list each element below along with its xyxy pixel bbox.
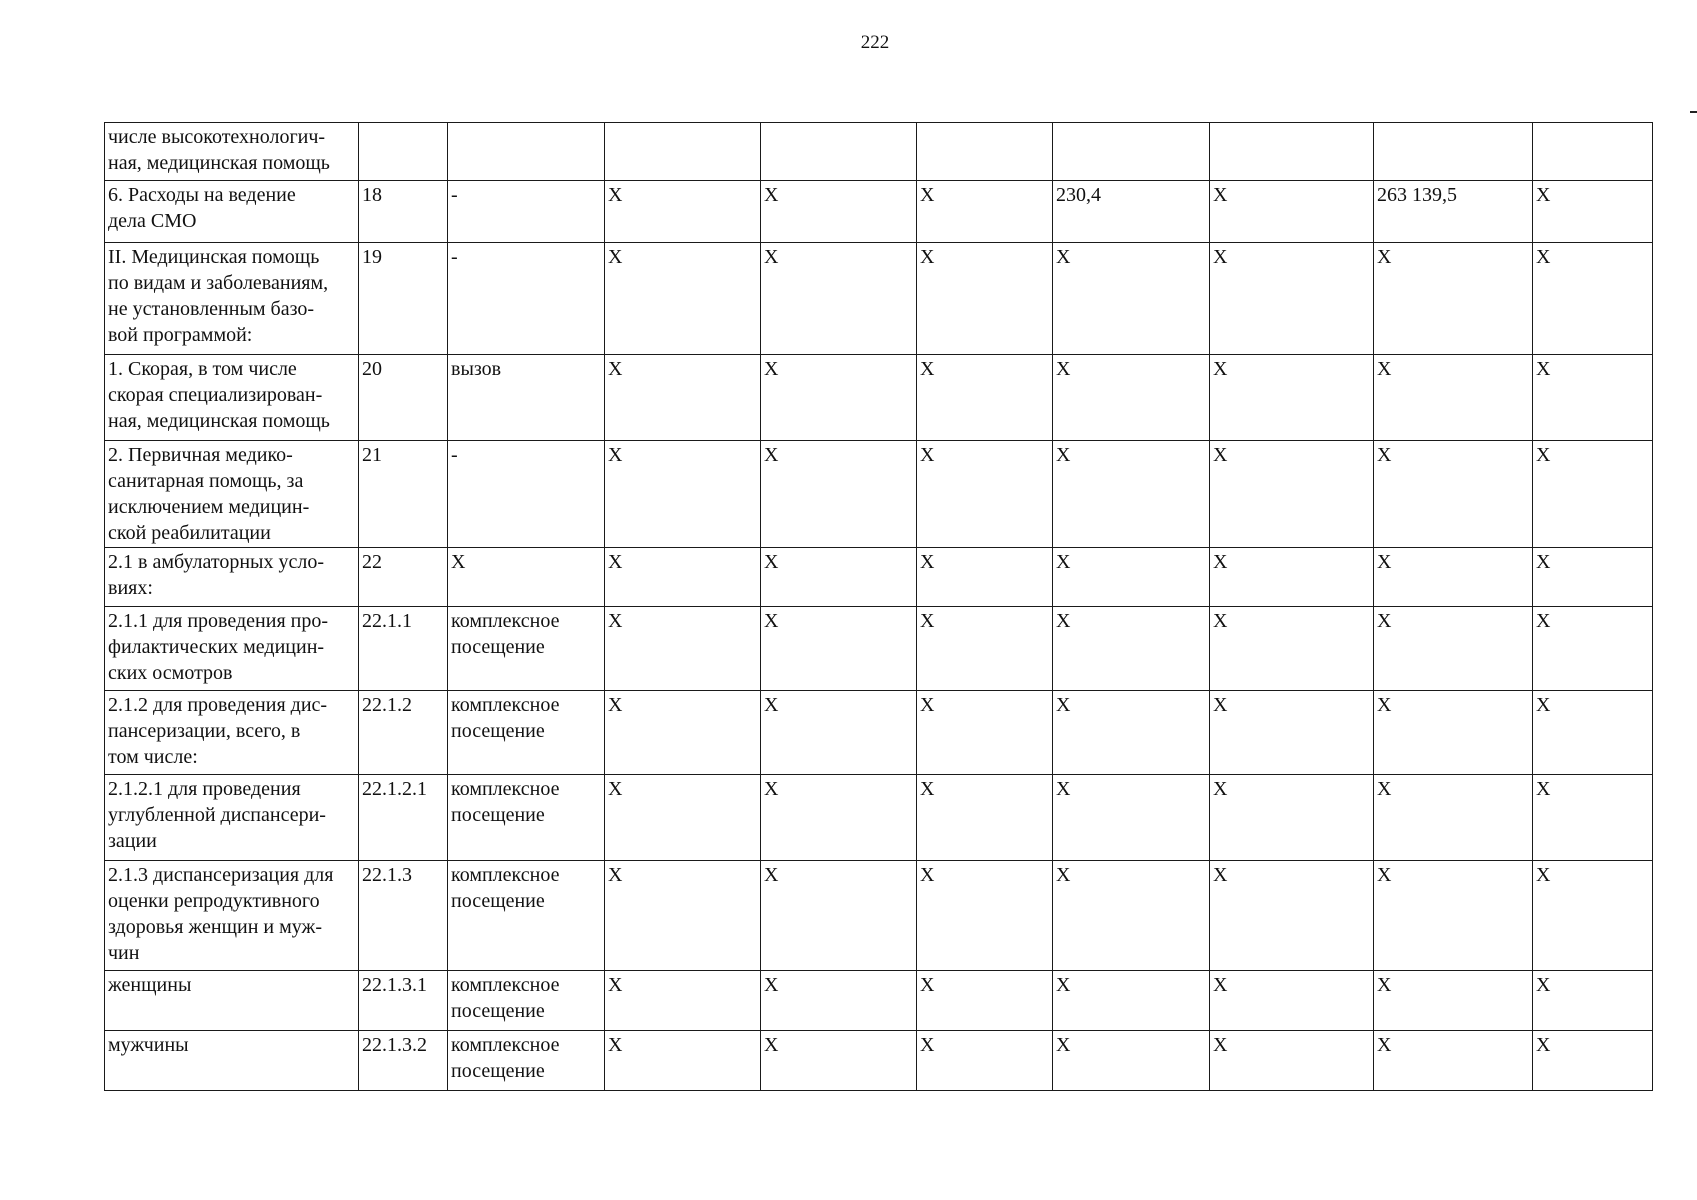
col4-cell: X — [605, 691, 761, 775]
col10-cell: X — [1533, 1031, 1653, 1091]
col10-cell: X — [1533, 548, 1653, 607]
col5-cell: X — [761, 861, 917, 971]
col5-cell: X — [761, 1031, 917, 1091]
name-cell: II. Медицинская помощь по видам и заболеваниям, не установленным базо- вой программой: — [105, 243, 359, 355]
table-row — [105, 607, 1653, 691]
col5-cell: X — [761, 607, 917, 691]
code-cell: 22.1.1 — [359, 607, 448, 691]
col9-cell: X — [1374, 775, 1533, 861]
col10-cell: X — [1533, 181, 1653, 243]
code-cell — [359, 123, 448, 181]
col9-cell: X — [1374, 441, 1533, 548]
col5-cell: X — [761, 181, 917, 243]
unit-cell: комплексное посещение — [448, 607, 605, 691]
name-cell: 2. Первичная медико- санитарная помощь, за исключением медицин- ской реабилитации — [105, 441, 359, 548]
name-cell: 2.1.3 диспансеризация для оценки репродуктивного здоровья женщин и муж- чин — [105, 861, 359, 971]
col5-cell: X — [761, 441, 917, 548]
col4-cell: X — [605, 971, 761, 1031]
col7-cell: X — [1053, 775, 1210, 861]
code-cell: 19 — [359, 243, 448, 355]
name-cell: женщины — [105, 971, 359, 1031]
unit-cell: - — [448, 181, 605, 243]
col9-cell: X — [1374, 1031, 1533, 1091]
col9-cell: X — [1374, 548, 1533, 607]
data-table — [104, 122, 1653, 1091]
name-cell: мужчины — [105, 1031, 359, 1091]
col7-cell: 230,4 — [1053, 181, 1210, 243]
name-cell: 2.1.2.1 для проведения углубленной диспансери- зации — [105, 775, 359, 861]
code-cell: 18 — [359, 181, 448, 243]
col6-cell: X — [917, 691, 1053, 775]
col6-cell: X — [917, 181, 1053, 243]
col4-cell: X — [605, 861, 761, 971]
table-row — [105, 1031, 1653, 1091]
col10-cell — [1533, 123, 1653, 181]
col4-cell: X — [605, 1031, 761, 1091]
col8-cell: X — [1210, 607, 1374, 691]
col6-cell: X — [917, 971, 1053, 1031]
table-row — [105, 243, 1653, 355]
code-cell: 22.1.3.1 — [359, 971, 448, 1031]
col7-cell: X — [1053, 971, 1210, 1031]
table-body — [105, 123, 1653, 1091]
name-cell: числе высокотехнологич- ная, медицинская помощь — [105, 123, 359, 181]
col10-cell: X — [1533, 861, 1653, 971]
unit-cell: комплексное посещение — [448, 861, 605, 971]
col8-cell: X — [1210, 691, 1374, 775]
col10-cell: X — [1533, 971, 1653, 1031]
col9-cell: X — [1374, 691, 1533, 775]
code-cell: 22.1.2.1 — [359, 775, 448, 861]
col5-cell: X — [761, 355, 917, 441]
col7-cell: X — [1053, 355, 1210, 441]
unit-cell: X — [448, 548, 605, 607]
unit-cell: комплексное посещение — [448, 691, 605, 775]
col4-cell: X — [605, 243, 761, 355]
col8-cell: X — [1210, 441, 1374, 548]
code-cell: 22.1.3.2 — [359, 1031, 448, 1091]
col6-cell — [917, 123, 1053, 181]
col9-cell: X — [1374, 861, 1533, 971]
code-cell: 22.1.2 — [359, 691, 448, 775]
name-cell: 2.1.2 для проведения дис- пансеризации, всего, в том числе: — [105, 691, 359, 775]
col8-cell — [1210, 123, 1374, 181]
col10-cell: X — [1533, 607, 1653, 691]
col8-cell: X — [1210, 1031, 1374, 1091]
col4-cell: X — [605, 181, 761, 243]
unit-cell: - — [448, 243, 605, 355]
name-cell: 1. Скорая, в том числе скорая специализирован- ная, медицинская помощь — [105, 355, 359, 441]
col7-cell: X — [1053, 607, 1210, 691]
code-cell: 22 — [359, 548, 448, 607]
col9-cell: X — [1374, 971, 1533, 1031]
unit-cell: комплексное посещение — [448, 1031, 605, 1091]
col8-cell: X — [1210, 243, 1374, 355]
col5-cell: X — [761, 548, 917, 607]
table-row — [105, 441, 1653, 548]
col8-cell: X — [1210, 971, 1374, 1031]
col6-cell: X — [917, 243, 1053, 355]
col6-cell: X — [917, 607, 1053, 691]
col7-cell: X — [1053, 243, 1210, 355]
col4-cell: X — [605, 355, 761, 441]
page-number: 222 — [860, 32, 890, 53]
unit-cell — [448, 123, 605, 181]
name-cell: 2.1 в амбулаторных усло- виях: — [105, 548, 359, 607]
col8-cell: X — [1210, 355, 1374, 441]
col8-cell: X — [1210, 775, 1374, 861]
col6-cell: X — [917, 548, 1053, 607]
col7-cell: X — [1053, 548, 1210, 607]
col10-cell: X — [1533, 691, 1653, 775]
col4-cell: X — [605, 548, 761, 607]
name-cell: 6. Расходы на ведение дела СМО — [105, 181, 359, 243]
code-cell: 22.1.3 — [359, 861, 448, 971]
edge-mark — [1690, 111, 1697, 113]
col4-cell: X — [605, 607, 761, 691]
col10-cell: X — [1533, 355, 1653, 441]
code-cell: 21 — [359, 441, 448, 548]
unit-cell: комплексное посещение — [448, 971, 605, 1031]
col10-cell: X — [1533, 441, 1653, 548]
col9-cell — [1374, 123, 1533, 181]
table-row — [105, 355, 1653, 441]
col4-cell: X — [605, 775, 761, 861]
col8-cell: X — [1210, 548, 1374, 607]
col8-cell: X — [1210, 181, 1374, 243]
col7-cell: X — [1053, 441, 1210, 548]
col9-cell: X — [1374, 243, 1533, 355]
unit-cell: вызов — [448, 355, 605, 441]
col10-cell: X — [1533, 775, 1653, 861]
unit-cell: комплексное посещение — [448, 775, 605, 861]
col5-cell: X — [761, 971, 917, 1031]
table-row — [105, 691, 1653, 775]
col5-cell: X — [761, 691, 917, 775]
name-cell: 2.1.1 для проведения про- филактических медицин- ских осмотров — [105, 607, 359, 691]
col7-cell — [1053, 123, 1210, 181]
col7-cell: X — [1053, 691, 1210, 775]
col8-cell: X — [1210, 861, 1374, 971]
table-row — [105, 861, 1653, 971]
col7-cell: X — [1053, 861, 1210, 971]
col10-cell: X — [1533, 243, 1653, 355]
col9-cell: X — [1374, 355, 1533, 441]
col6-cell: X — [917, 1031, 1053, 1091]
table-row — [105, 181, 1653, 243]
col7-cell: X — [1053, 1031, 1210, 1091]
table-row — [105, 775, 1653, 861]
table-row — [105, 548, 1653, 607]
table-row — [105, 971, 1653, 1031]
table-row — [105, 123, 1653, 181]
col9-cell: 263 139,5 — [1374, 181, 1533, 243]
col9-cell: X — [1374, 607, 1533, 691]
col5-cell: X — [761, 775, 917, 861]
col5-cell — [761, 123, 917, 181]
code-cell: 20 — [359, 355, 448, 441]
col6-cell: X — [917, 861, 1053, 971]
col4-cell: X — [605, 441, 761, 548]
col6-cell: X — [917, 441, 1053, 548]
unit-cell: - — [448, 441, 605, 548]
col4-cell — [605, 123, 761, 181]
col5-cell: X — [761, 243, 917, 355]
col6-cell: X — [917, 775, 1053, 861]
col6-cell: X — [917, 355, 1053, 441]
